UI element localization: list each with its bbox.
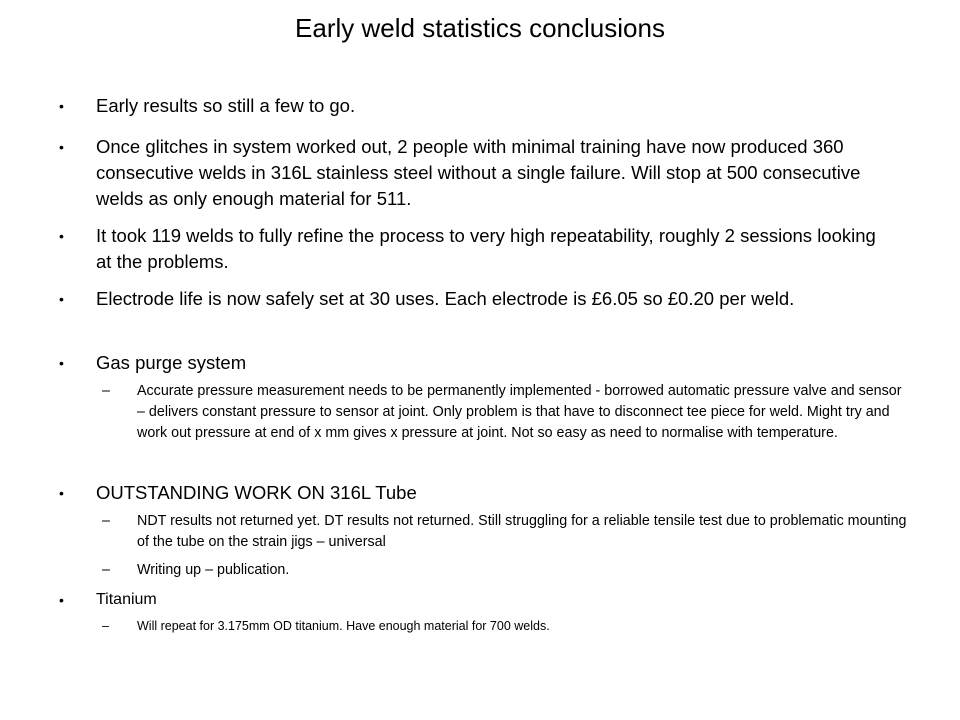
bullet-icon: • — [59, 98, 64, 114]
bullet-item — [59, 93, 886, 119]
bullet-text: OUTSTANDING WORK ON 316L Tube — [96, 482, 417, 503]
sub-bullet-text: Writing up – publication. — [137, 562, 290, 578]
sub-bullet-item — [102, 617, 912, 635]
dash-icon: – — [102, 513, 110, 529]
dash-icon: – — [102, 619, 109, 633]
bullet-text: Electrode life is now safely set at 30 uses. Each electrode is £6.05 so £0.20 per weld. — [96, 288, 795, 309]
bullet-item — [59, 286, 886, 312]
dash-icon: – — [102, 383, 110, 399]
bullet-icon: • — [59, 355, 64, 371]
bullet-item — [59, 223, 886, 275]
bullet-icon: • — [59, 485, 64, 501]
bullet-item — [59, 589, 886, 611]
bullet-icon: • — [59, 228, 64, 244]
sub-bullet-text: NDT results not returned yet. DT results not returned. Still struggling for a reliable tensile test due to problematic mounting of the tube on the strain jigs – universal — [137, 513, 907, 550]
bullet-text: Early results so still a few to go. — [96, 95, 356, 116]
sub-bullet-text: Will repeat for 3.175mm OD titanium. Have enough material for 700 welds. — [137, 619, 550, 633]
bullet-icon: • — [59, 592, 64, 608]
bullet-text: It took 119 welds to fully refine the process to very high repeatability, roughly 2 sessions looking at the problems. — [96, 225, 876, 272]
bullet-text: Titanium — [96, 591, 157, 608]
bullet-icon: • — [59, 291, 64, 307]
slide-title: Early weld statistics conclusions — [295, 13, 665, 43]
bullet-item — [59, 350, 886, 376]
sub-bullet-text: Accurate pressure measurement needs to be permanently implemented - borrowed automatic pressure valve and sensor – delivers constant pressure to sensor at joint. Only problem is that have to disconnect tee piece for weld. Might try and work out pressure at end of x mm gives x pressure at joint. Not so easy as need to normalise with temperature. — [137, 383, 902, 441]
bullet-text: Once glitches in system worked out, 2 people with minimal training have now produced 360 consecutive welds in 316L stainless steel without a single failure. Will stop at 500 consecutive welds as only enough material for 511. — [96, 136, 861, 209]
bullet-item — [59, 134, 886, 212]
sub-bullet-item — [102, 381, 912, 444]
sub-bullet-item — [102, 560, 912, 581]
bullet-item — [59, 480, 886, 506]
dash-icon: – — [102, 562, 110, 578]
bullet-icon: • — [59, 139, 64, 155]
bullet-text: Gas purge system — [96, 352, 247, 373]
sub-bullet-item — [102, 511, 912, 553]
